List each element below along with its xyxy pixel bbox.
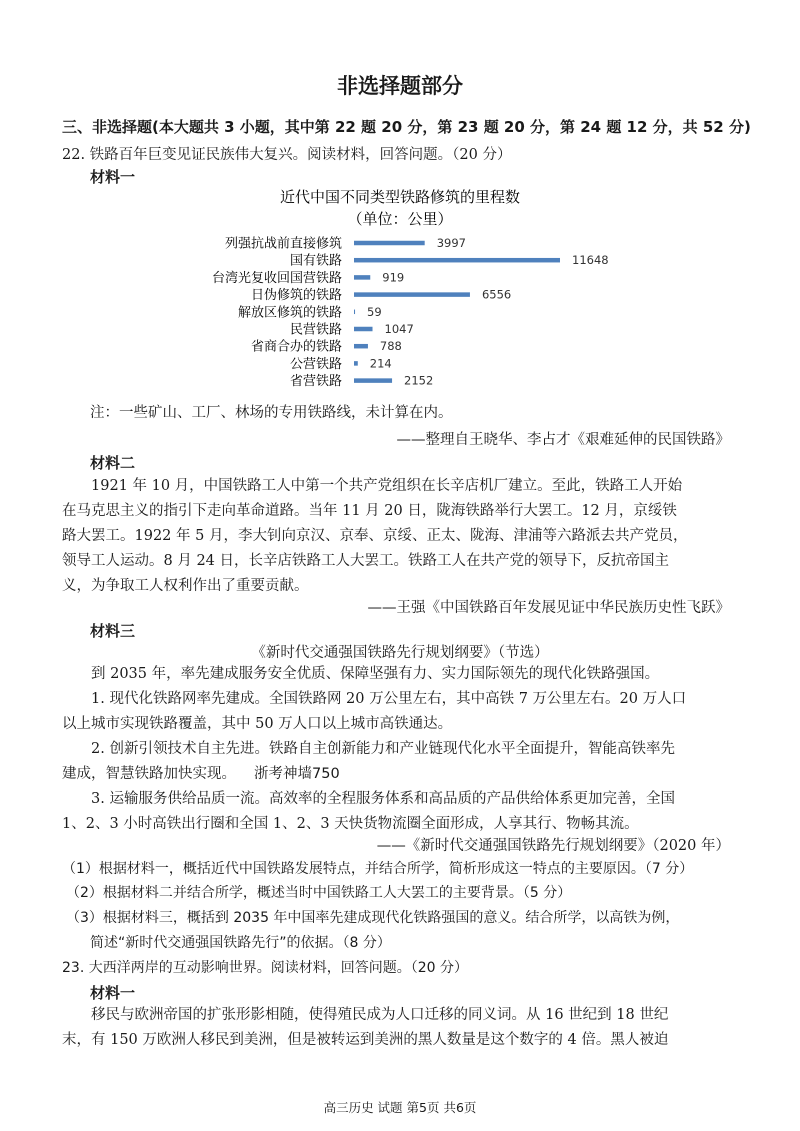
material1-source: ——整理自王晓华、李占才《艰难延伸的民国铁路》 — [396, 432, 730, 448]
material2-line: 领导工人运动。8 月 24 日，长辛店铁路工人大罢工。铁路工人在共产党的领导下，反抗帝国主 — [62, 553, 669, 569]
bar — [354, 344, 368, 349]
value-label: 788 — [379, 339, 402, 354]
value-label: 59 — [367, 304, 382, 319]
value-label: 3997 — [436, 236, 466, 250]
railway-mileage-chart — [0, 180, 800, 390]
material2-line: 1921 年 10 月，中国铁路工人中第一个共产党组织在长辛店机厂建立。至此，铁路工人开始 — [62, 478, 683, 494]
q22-sub3: （3）根据材料三，概括到 2035 年中国率先建成现代化铁路强国的意义。结合所学，以高铁为例， — [66, 910, 680, 926]
material3-source: ——《新时代交通强国铁路先行规划纲要》（2020 年） — [376, 838, 730, 854]
q22-sub1: （1）根据材料一，概括近代中国铁路发展特点，并结合所学，简析形成这一特点的主要原因。（7 分） — [62, 861, 694, 877]
bar — [354, 361, 358, 366]
material3-line: 1、2、3 小时高铁出行圈和全国 1、2、3 天快货物流圈全面形成，人享其行、物畅其流。 — [62, 816, 639, 832]
material3-line: 到 2035 年，率先建成服务安全优质、保障坚强有力、实力国际领先的现代化铁路强国。 — [62, 666, 660, 682]
watermark: 浙考神墙750 — [254, 766, 340, 782]
category-label: 国有铁路 — [289, 253, 342, 269]
category-label: 日伪修筑的铁路 — [250, 288, 342, 304]
material2-line: 路大罢工。1922 年 5 月，李大钊向京汉、京奉、京绥、正太、陇海、津浦等六路派去共产党员， — [62, 528, 688, 544]
bar — [354, 275, 370, 280]
material2-line: 义，为争取工人权利作出了重要贡献。 — [62, 578, 309, 594]
material3-text — [62, 662, 742, 837]
q22-material1-label: 材料一 — [90, 168, 136, 186]
material3-line: 1. 现代化铁路网率先建成。全国铁路网 20 万公里左右，其中高铁 7 万公里左右。20 万人口 — [62, 691, 687, 707]
q23-stem: 23. 大西洋两岸的互动影响世界。阅读材料，回答问题。（20 分） — [62, 960, 468, 976]
material3-line — [62, 762, 742, 787]
page-footer: 高三历史 试题 第5页 共6页 — [323, 1100, 477, 1115]
page-title: 非选择题部分 — [337, 74, 463, 98]
material3-line: 2. 创新引领技术自主先进。铁路自主创新能力和产业链现代化水平全面提升，智能高铁率先 — [62, 741, 675, 757]
q23-line: 移民与欧洲帝国的扩张形影相随，使得殖民成为人口迁移的同义词。从 16 世纪到 18 世纪 — [62, 1007, 669, 1023]
category-label: 省商合办的铁路 — [250, 339, 342, 355]
q23-line: 末，有 150 万欧洲人移民到美洲，但是被转运到美洲的黑人数量是这个数字的 4 倍。黑人被迫 — [62, 1032, 669, 1048]
q22-stem: 22. 铁路百年巨变见证民族伟大复兴。阅读材料，回答问题。（20 分） — [62, 147, 512, 163]
category-label: 民营铁路 — [289, 322, 342, 338]
chart-title: 近代中国不同类型铁路修筑的里程数 — [279, 188, 521, 206]
q22-sub3-cont: 简述“新时代交通强国铁路先行”的依据。（8 分） — [90, 935, 391, 951]
section-heading: 三、非选择题(本大题共 3 小题，其中第 22 题 20 分，第 23 题 20 分，第 24 题 12 分，共 52 分) — [62, 118, 751, 136]
material2-text — [62, 474, 742, 599]
bar — [354, 310, 355, 315]
category-label: 省营铁路 — [289, 374, 342, 390]
material3-line: 以上城市实现铁路覆盖，其中 50 万人口以上城市高铁通达。 — [62, 716, 453, 732]
category-label: 列强抗战前直接修筑 — [224, 236, 342, 252]
value-label: 2152 — [404, 373, 434, 388]
material2-line: 在马克思主义的指引下走向革命道路。当年 11 月 20 日，陇海铁路举行大罢工。12 月，京绥铁 — [62, 503, 677, 519]
q23-material1-label: 材料一 — [90, 984, 136, 1002]
bar — [354, 258, 560, 263]
material3-title: 《新时代交通强国铁路先行规划纲要》（节选） — [251, 645, 549, 661]
value-label: 6556 — [481, 287, 512, 302]
q23-material1-text — [62, 1003, 742, 1053]
bar — [354, 292, 470, 297]
q22-material3-label: 材料三 — [90, 622, 136, 640]
chart-subtitle: （单位：公里） — [347, 210, 453, 228]
chart-note: 注：一些矿山、工厂、林场的专用铁路线，未计算在内。 — [90, 405, 453, 421]
q22-sub2: （2）根据材料二并结合所学，概述当时中国铁路工人大罢工的主要背景。（5 分） — [66, 885, 572, 901]
value-label: 1047 — [384, 322, 414, 336]
category-label: 公营铁路 — [289, 356, 342, 372]
material3-line-text: 建成，智慧铁路加快实现。 — [62, 766, 236, 782]
category-label: 台湾光复收回国营铁路 — [211, 270, 342, 286]
bar — [354, 378, 392, 383]
material3-line: 3. 运输服务供给品质一流。高效率的全程服务体系和高品质的产品供给体系更加完善，全国 — [62, 791, 675, 807]
material2-source: ——王强《中国铁路百年发展见证中华民族历史性飞跃》 — [367, 600, 730, 616]
category-label: 解放区修筑的铁路 — [237, 305, 342, 321]
q22-material2-label: 材料二 — [90, 454, 136, 472]
value-label: 214 — [369, 356, 392, 371]
bar — [354, 327, 373, 332]
bar — [354, 241, 425, 246]
value-label: 919 — [382, 270, 405, 285]
value-label: 11648 — [572, 253, 609, 268]
